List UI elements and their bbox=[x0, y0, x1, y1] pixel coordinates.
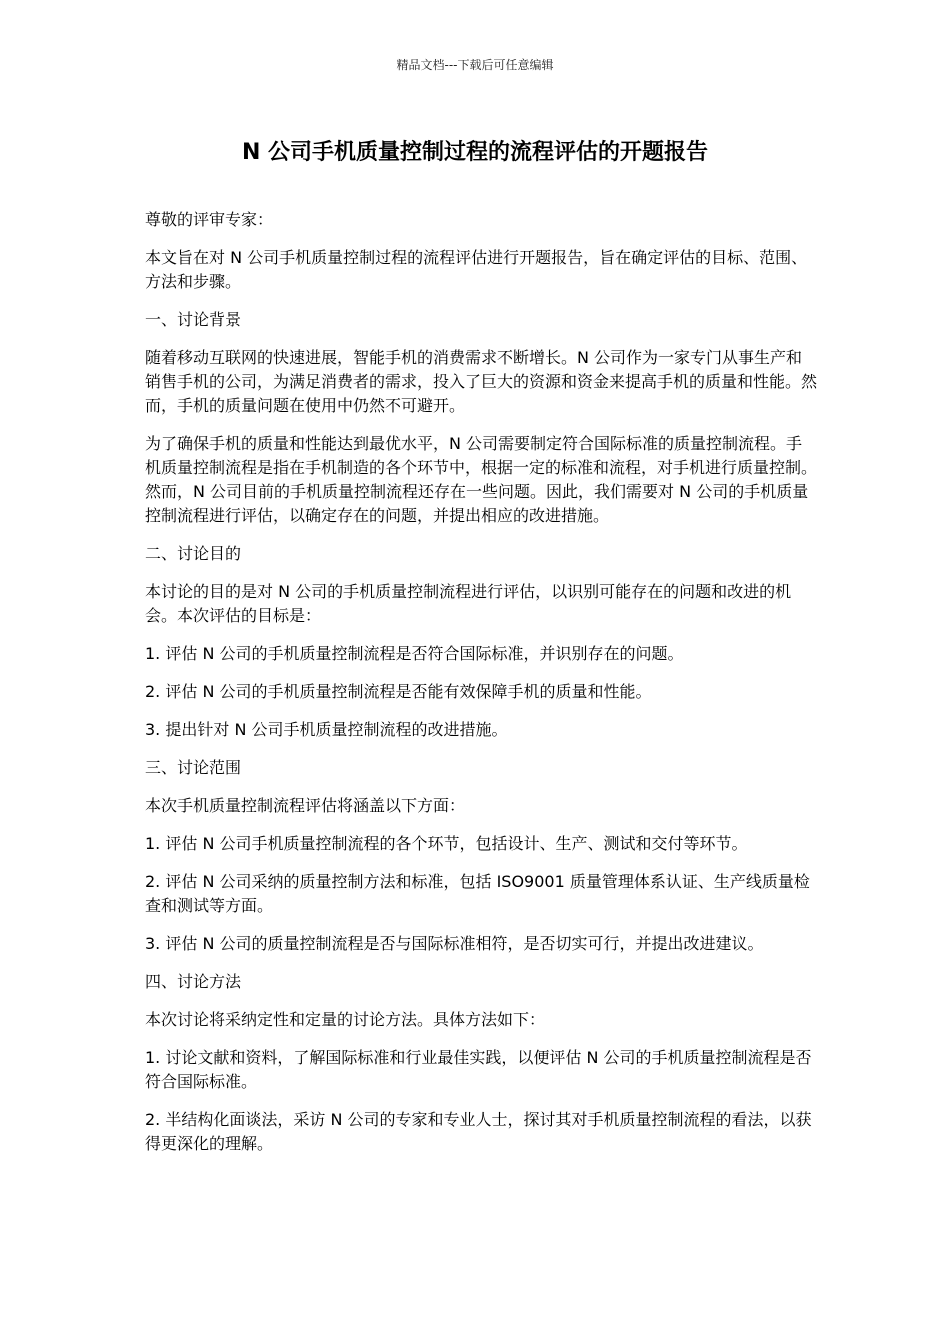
purpose-item-2: 2. 评估 N 公司的手机质量控制流程是否能有效保障手机的质量和性能。 bbox=[145, 682, 652, 701]
page-header: 精品文档---下载后可任意编辑 bbox=[396, 58, 554, 72]
method-item-2: 2. 半结构化面谈法，采访 N 公司的专家和专业人士，探讨其对手机质量控制流程的看法，以获得更深化的理解。 bbox=[145, 1110, 812, 1153]
scope-item-1: 1. 评估 N 公司手机质量控制流程的各个环节，包括设计、生产、测试和交付等环节。 bbox=[145, 834, 748, 853]
method-item-1: 1. 讨论文献和资料，了解国际标准和行业最佳实践，以便评估 N 公司的手机质量控制流程是否符合国际标准。 bbox=[145, 1048, 812, 1091]
background-paragraph-1: 随着移动互联网的快速进展，智能手机的消费需求不断增长。N 公司作为一家专门从事生产和销售手机的公司，为满足消费者的需求，投入了巨大的资源和资金来提高手机的质量和性能。然而，手机的质量问题在使用中仍然不可避开。 bbox=[145, 348, 818, 415]
purpose-item-3: 3. 提出针对 N 公司手机质量控制流程的改进措施。 bbox=[145, 720, 508, 739]
scope-item-3: 3. 评估 N 公司的质量控制流程是否与国际标准相符，是否切实可行，并提出改进建议。 bbox=[145, 934, 764, 953]
purpose-item-1: 1. 评估 N 公司的手机质量控制流程是否符合国际标准，并识别存在的问题。 bbox=[145, 644, 684, 663]
intro-paragraph: 本文旨在对 N 公司手机质量控制过程的流程评估进行开题报告，旨在确定评估的目标、范围、方法和步骤。 bbox=[145, 248, 808, 291]
section-heading-method: 四、讨论方法 bbox=[145, 972, 242, 991]
document-title: N 公司手机质量控制过程的流程评估的开题报告 bbox=[241, 140, 709, 165]
purpose-paragraph: 本讨论的目的是对 N 公司的手机质量控制流程进行评估，以识别可能存在的问题和改进的机会。本次评估的目标是： bbox=[145, 582, 792, 625]
background-paragraph-2: 为了确保手机的质量和性能达到最优水平，N 公司需要制定符合国际标准的质量控制流程。手机质量控制流程是指在手机制造的各个环节中，根据一定的标准和流程，对手机进行质量控制。然而，N 公司目前的手机质量控制流程还存在一些问题。因此，我们需要对 N 公司的手机质量控制流程进行评估，以确定存在的问题，并提出相应的改进措施。 bbox=[145, 434, 818, 525]
scope-paragraph: 本次手机质量控制流程评估将涵盖以下方面： bbox=[145, 796, 466, 815]
method-paragraph: 本次讨论将采纳定性和定量的讨论方法。具体方法如下： bbox=[145, 1010, 546, 1029]
section-heading-scope: 三、讨论范围 bbox=[145, 758, 242, 777]
document-body bbox=[145, 208, 817, 1170]
section-heading-purpose: 二、讨论目的 bbox=[145, 544, 242, 563]
scope-item-2: 2. 评估 N 公司采纳的质量控制方法和标准，包括 ISO9001 质量管理体系认证、生产线质量检查和测试等方面。 bbox=[145, 872, 810, 915]
salutation: 尊敬的评审专家： bbox=[145, 210, 274, 229]
section-heading-background: 一、讨论背景 bbox=[145, 310, 242, 329]
